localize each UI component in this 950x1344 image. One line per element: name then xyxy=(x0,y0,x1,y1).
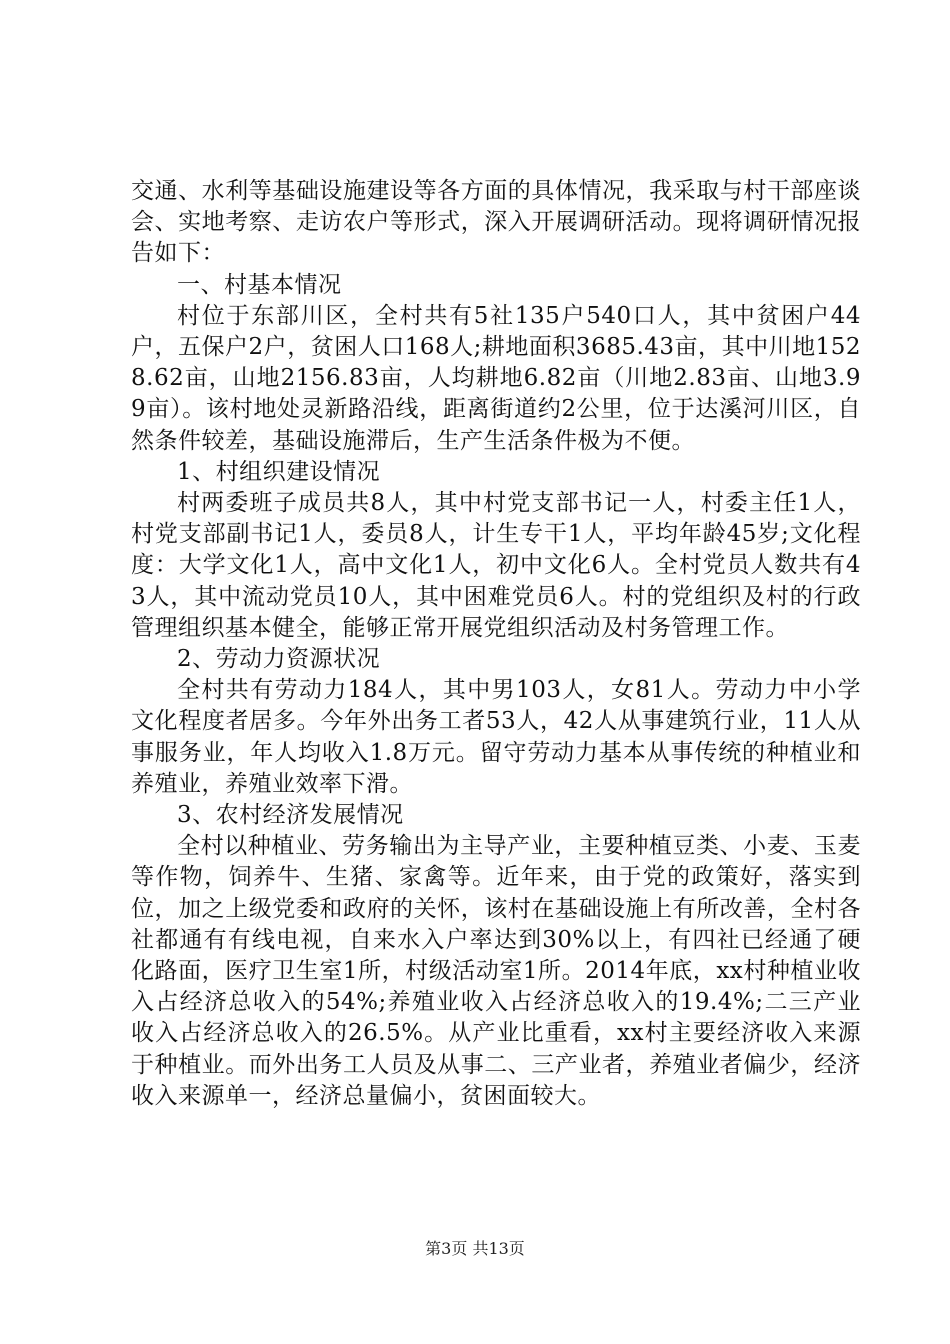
section-heading-organization: 1、村组织建设情况 xyxy=(177,458,381,485)
page-number-footer: 第3页 共13页 xyxy=(425,1239,525,1258)
section-heading-labor: 2、劳动力资源状况 xyxy=(177,646,381,673)
basic-info-paragraph: 村位于东部川区，全村共有5社135户540口人，其中贫困户44户，五保户2户，贫困人口168人;耕地面积3685.43亩，其中川地1528.62亩，山地2156.83亩，人均耕地6.82亩（川地2.83亩、山地3.99亩）。该村地处灵新路沿线，距离街道约2公里，位于达溪河川区，自然条件较差，基础设施滞后，生产生活条件极为不便。 xyxy=(131,302,861,454)
intro-paragraph: 交通、水利等基础设施建设等各方面的具体情况，我采取与村干部座谈会、实地考察、走访农户等形式，深入开展调研活动。现将调研情况报告如下： xyxy=(131,178,861,267)
economy-paragraph: 全村以种植业、劳务输出为主导产业，主要种植豆类、小麦、玉麦等作物，饲养牛、生猪、家禽等。近年来，由于党的政策好，落实到位，加之上级党委和政府的关怀，该村在基础设施上有所改善，全村各社都通有有线电视，自来水入户率达到30%以上，有四社已经通了硬化路面，医疗卫生室1所，村级活动室1所。2014年底，xx村种植业收入占经济总收入的54%;养殖业收入占经济总收入的19.4%;二三产业收入占经济总收入的26.5%。从产业比重看，xx村主要经济收入来源于种植业。而外出务工人员及从事二、三产业者，养殖业者偏少，经济收入来源单一，经济总量偏小，贫困面较大。 xyxy=(131,833,861,1109)
section-heading-basic-info: 一、村基本情况 xyxy=(177,271,342,298)
document-body xyxy=(131,176,861,1112)
labor-paragraph: 全村共有劳动力184人，其中男103人，女81人。劳动力中小学文化程度者居多。今年外出务工者53人，42人从事建筑行业，11人从事服务业，年人均收入1.8万元。留守劳动力基本从事传统的种植业和养殖业，养殖业效率下滑。 xyxy=(131,677,861,797)
organization-paragraph: 村两委班子成员共8人，其中村党支部书记一人，村委主任1人，村党支部副书记1人，委员8人，计生专干1人，平均年龄45岁;文化程度：大学文化1人，高中文化1人，初中文化6人。全村党员人数共有43人，其中流动党员10人，其中困难党员6人。村的党组织及村的行政管理组织基本健全，能够正常开展党组织活动及村务管理工作。 xyxy=(131,490,861,641)
section-heading-economy: 3、农村经济发展情况 xyxy=(177,802,404,829)
